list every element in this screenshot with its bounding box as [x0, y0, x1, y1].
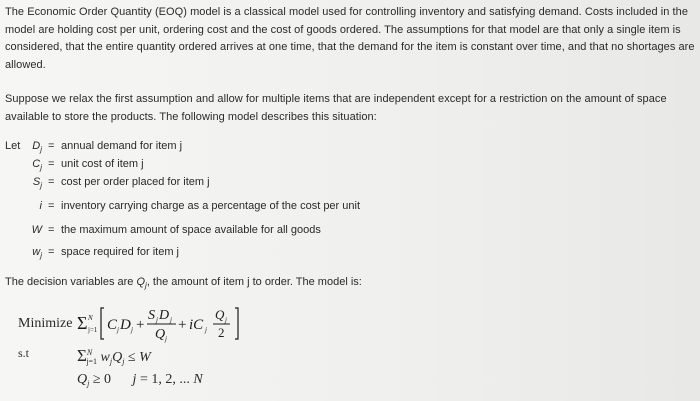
- bracket-left: [101, 308, 104, 339]
- svg-text:j: j: [170, 316, 172, 324]
- equals-sign: =: [48, 140, 55, 152]
- definition-text: inventory carrying charge as a percentage of the cost per unit: [61, 200, 361, 212]
- symbol-C: $C_j$: [32, 158, 42, 172]
- fraction-numerator: S: [148, 308, 155, 323]
- space-constraint: $\Sigma^N_{j=1}$ $w_jQ_j \le W$: [77, 346, 151, 366]
- symbol-W: W: [31, 224, 42, 236]
- equals-sign: =: [48, 176, 55, 188]
- svg-text:+: +: [178, 317, 187, 333]
- svg-text:j: j: [205, 326, 207, 334]
- decision-var: $Q_j$: [136, 276, 147, 290]
- svg-text:j: j: [117, 326, 119, 334]
- summation-icon: Σ: [77, 313, 88, 333]
- objective-function: [77, 303, 277, 343]
- svg-text:j: j: [225, 316, 227, 324]
- svg-text:D: D: [120, 317, 131, 333]
- definition-row: [5, 137, 20, 155]
- symbol-i: i: [39, 200, 42, 212]
- equals-sign: =: [48, 158, 55, 170]
- svg-text:j: j: [156, 316, 158, 324]
- decision-variables-line: [5, 274, 362, 294]
- equals-sign: =: [48, 224, 55, 236]
- minimize-label: Minimize: [18, 316, 73, 331]
- definition-text: unit cost of item j: [61, 158, 144, 170]
- definition-text: the maximum amount of space available for all goods: [61, 224, 321, 236]
- definition-text: annual demand for item j: [61, 140, 183, 152]
- symbol-S: $S_j$: [32, 176, 42, 190]
- equals-sign: =: [48, 200, 55, 212]
- term-iC: iC: [189, 317, 204, 333]
- intro-paragraph: The Economic Order Quantity (EOQ) model is a classical model used for controlling inventory and satisfying demand. Costs included in the model are holding cost per unit, ordering cost and the cost of goods ordered. The assumptions for that model are that only a single item is considered, that the entire quantity ordered arrives at one time, that the demand for the item is constant over time, and that no shortages are allowed.: [5, 6, 695, 71]
- subject-to-label: s.t: [18, 346, 30, 360]
- decision-prefix: The decision variables are: [5, 276, 137, 288]
- let-label: Let: [5, 140, 21, 152]
- svg-text:+: +: [136, 317, 145, 333]
- summation-icon: Σ: [77, 346, 87, 365]
- bracket-right: [235, 308, 238, 339]
- symbol-D: $D_j$: [32, 140, 42, 154]
- fraction-denominator: Q: [155, 327, 166, 342]
- decision-suffix: , the amount of item j to order. The model is:: [146, 276, 362, 288]
- svg-text:j: j: [131, 326, 133, 334]
- equals-sign: =: [48, 246, 55, 258]
- assumption-paragraph: Suppose we relax the first assumption and allow for multiple items that are independent except for a restriction on the amount of space available to store the products. The following model describes this situation:: [5, 93, 667, 123]
- nonnegativity-constraint: $Q_j \ge 0$ j = 1, 2, ... N: [77, 372, 203, 388]
- svg-text:j: j: [165, 335, 167, 343]
- svg-text:D: D: [159, 308, 170, 323]
- fraction2-numerator: Q: [215, 307, 225, 322]
- definition-text: cost per order placed for item j: [61, 176, 210, 188]
- fraction2-denominator: 2: [218, 325, 225, 340]
- symbol-w: $w_j$: [32, 246, 42, 260]
- sum-lower: j=1: [88, 326, 98, 334]
- index-range: j = 1, 2, ... N: [132, 372, 203, 387]
- definition-text: space required for item j: [61, 246, 179, 258]
- sum-upper: N: [88, 314, 93, 322]
- term-CD: C: [107, 317, 118, 333]
